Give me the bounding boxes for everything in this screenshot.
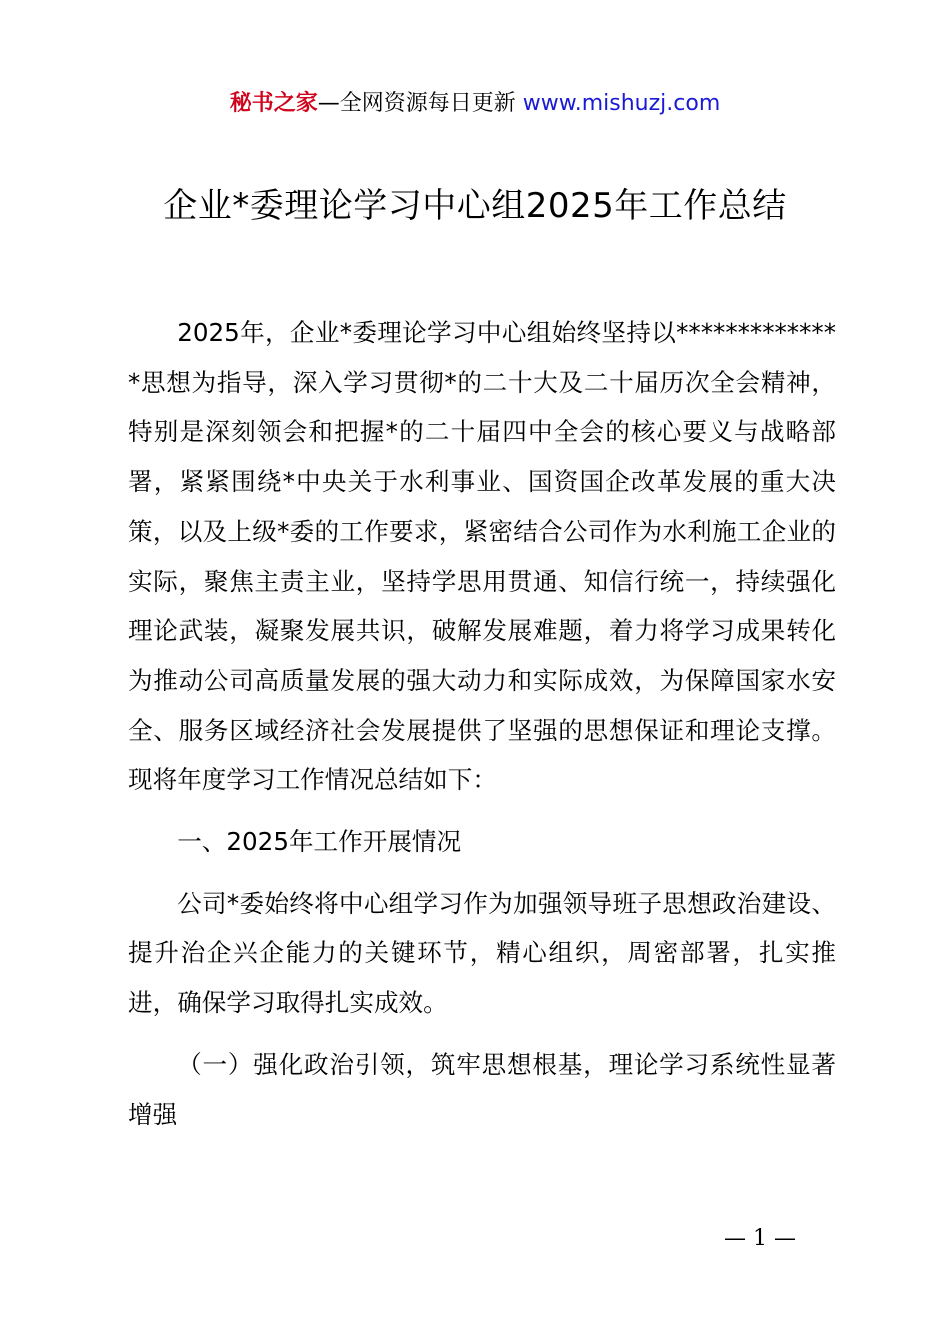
brand-name: 秘书之家 (229, 91, 318, 116)
section-paragraph: 公司*委始终将中心组学习作为加强领导班子思想政治建设、提升治企兴企能力的关键环节，精心组织，周密部署，扎实推进，确保学习取得扎实成效。 (128, 888, 836, 1018)
site-header (0, 88, 950, 120)
section-heading: 一、2025年工作开展情况 (177, 827, 462, 857)
document-body (128, 308, 836, 1139)
page-number: — 1 — (724, 1226, 796, 1251)
header-tagline: —全网资源每日更新 (317, 91, 523, 116)
intro-paragraph: 2025年，企业*委理论学习中心组始终坚持以**************思想为指导，深入学习贯彻*的二十大及二十届历次全会精神，特别是深刻领会和把握*的二十届四中全会的核心要义与战略部署，紧紧围绕*中央关于水利事业、国资国企改革发展的重大决策，以及上级*委的工作要求，紧密结合公司作为水利施工企业的实际，聚焦主责主业，坚持学思用贯通、知信行统一，持续强化理论武装，凝聚发展共识，破解发展难题，着力将学习成果转化为推动公司高质量发展的强大动力和实际成效，为保障国家水安全、服务区域经济社会发展提供了坚强的思想保证和理论支撑。现将年度学习工作情况总结如下： (128, 318, 836, 795)
document-title: 企业*委理论学习中心组2025年工作总结 (163, 186, 787, 226)
site-url-link[interactable]: www.mishuzj.com (522, 91, 721, 116)
subsection-heading: （一）强化政治引领，筑牢思想根基，理论学习系统性显著增强 (128, 1049, 836, 1129)
